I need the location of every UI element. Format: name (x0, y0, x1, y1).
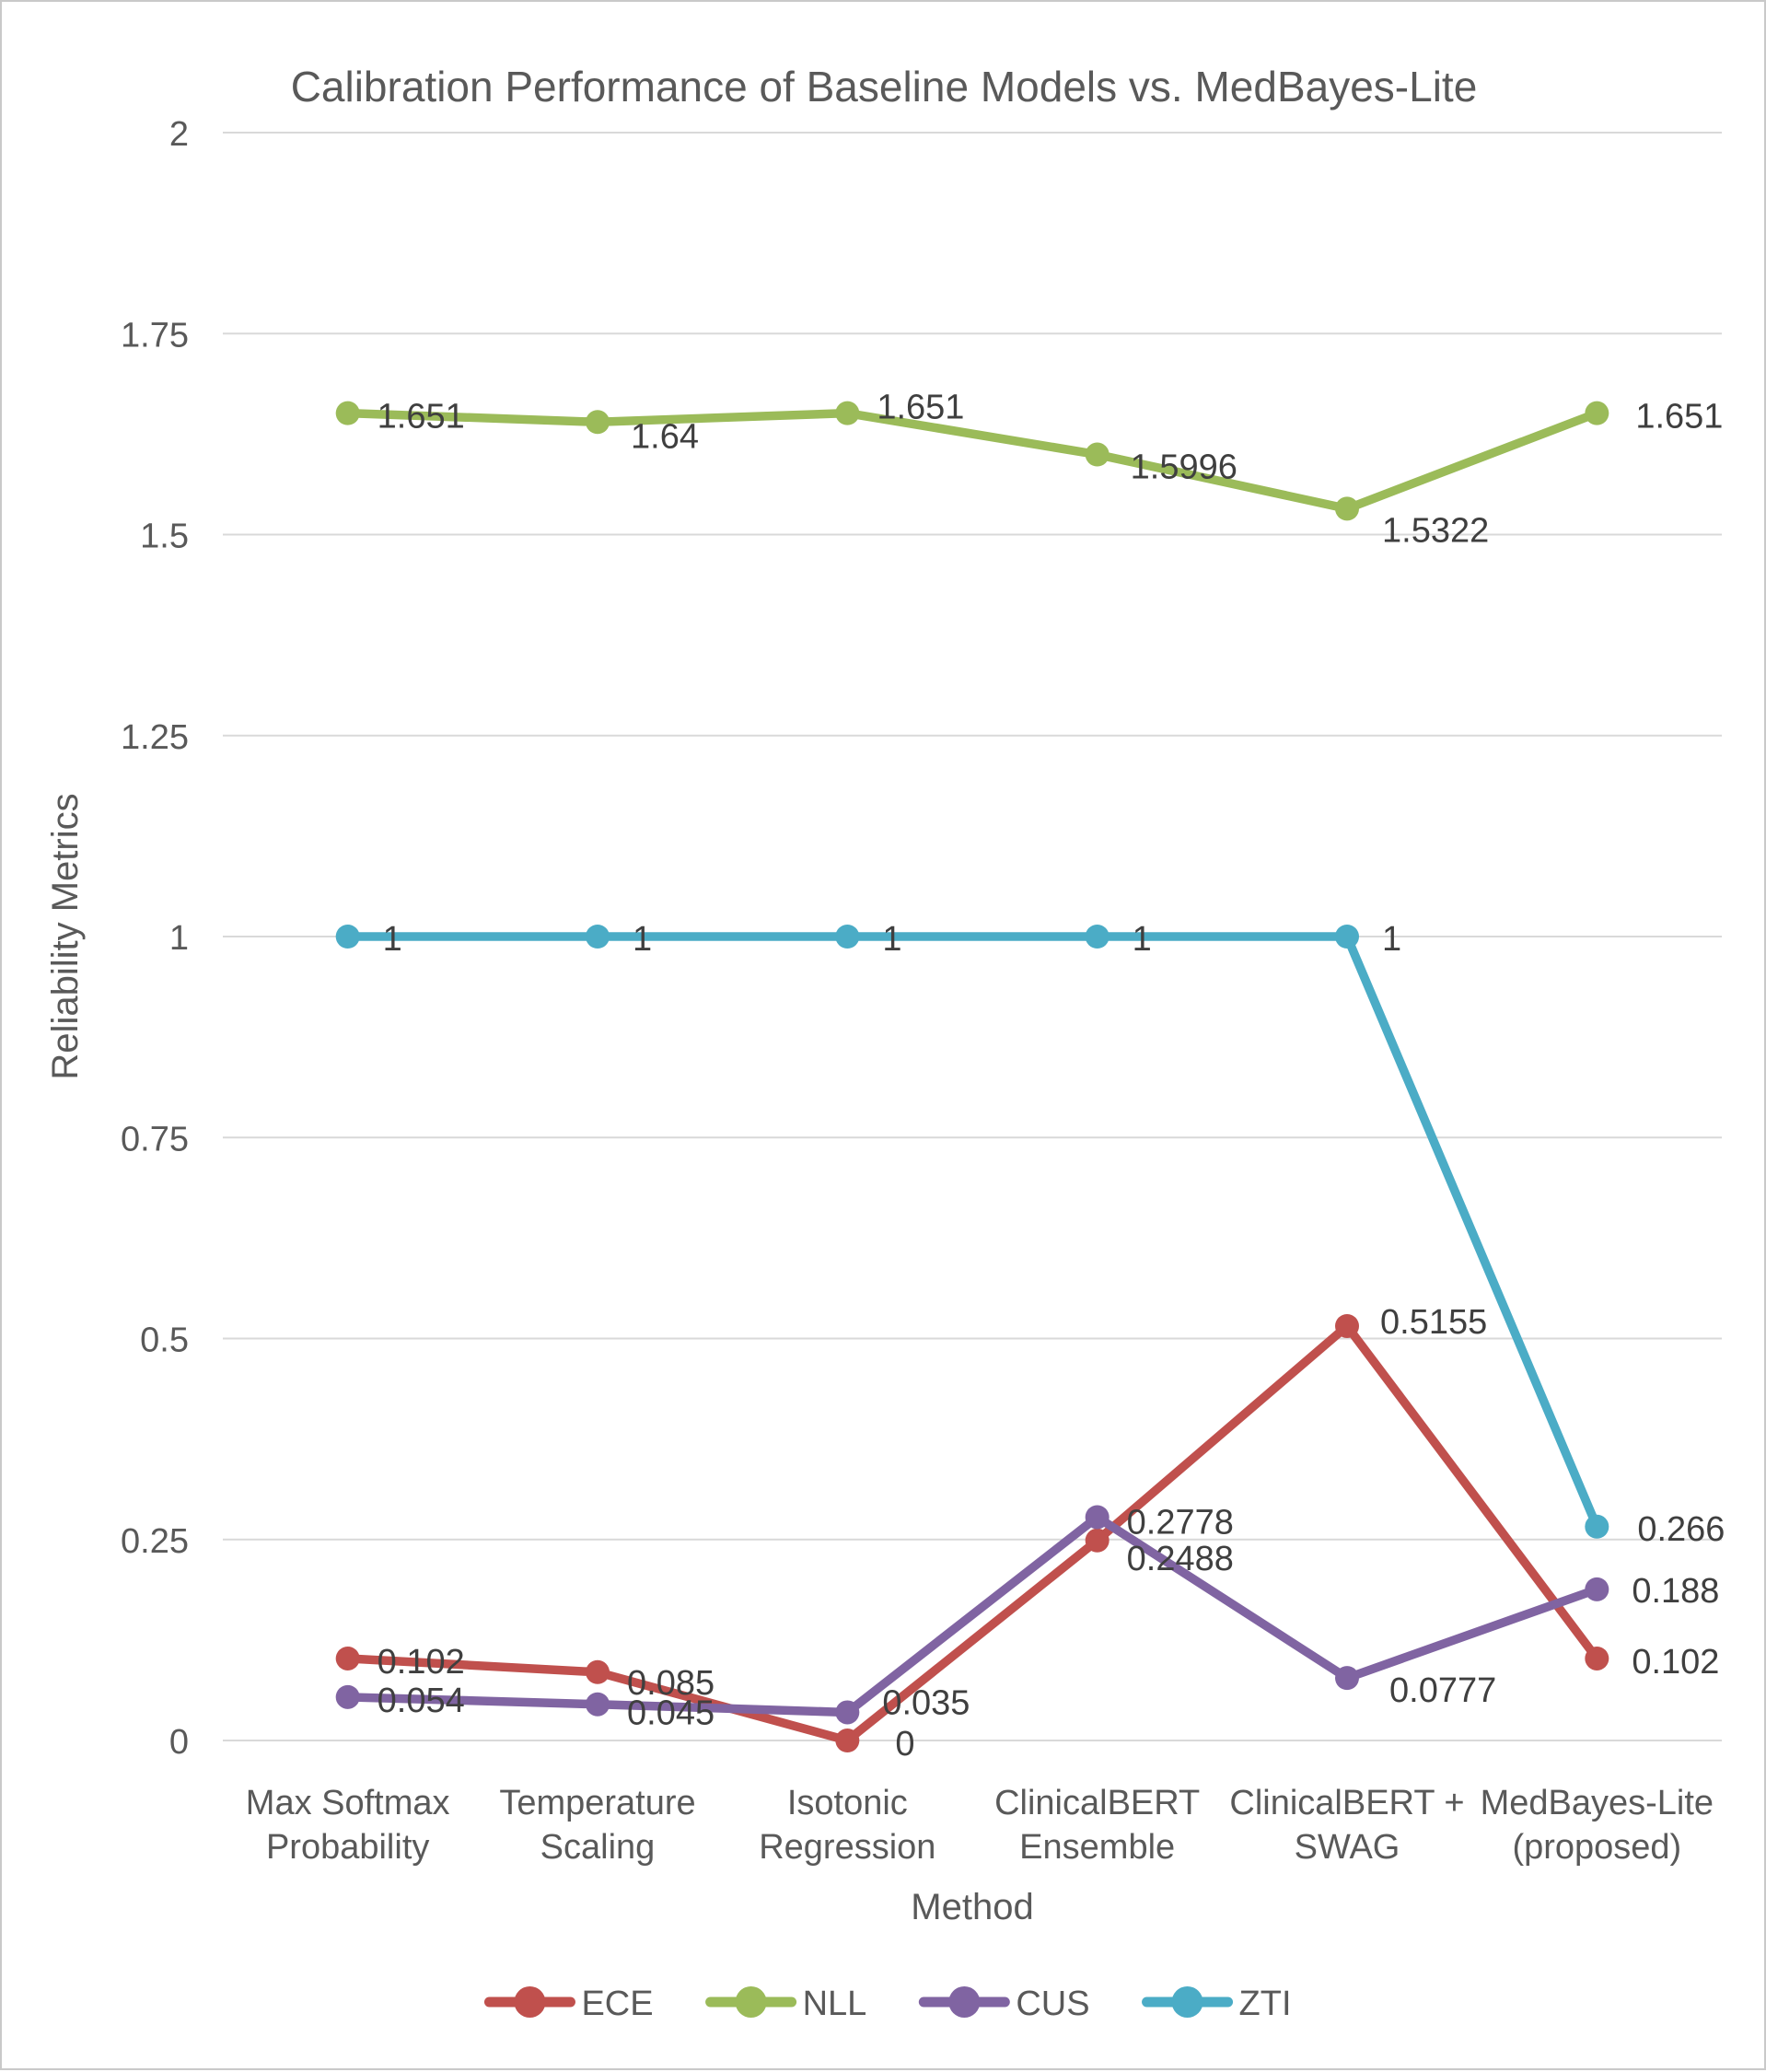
legend-item-NLL (711, 1985, 867, 2023)
data-point-ZTI (835, 925, 859, 949)
data-point-NLL (1335, 496, 1359, 520)
data-point-ECE (336, 1647, 360, 1670)
data-label-ZTI: 1 (1132, 920, 1152, 959)
data-point-ECE (1086, 1529, 1110, 1553)
x-tick-label: MedBayes-Lite (proposed) (1480, 1784, 1714, 1867)
data-point-NLL (835, 402, 859, 425)
data-point-ZTI (1335, 925, 1359, 949)
data-label-ECE: 0.085 (627, 1663, 715, 1703)
y-tick-label: 0.75 (121, 1120, 189, 1159)
data-label-CUS: 0.2778 (1126, 1503, 1234, 1542)
series-line-NLL (348, 413, 1598, 509)
data-label-ECE: 0.2488 (1126, 1539, 1234, 1578)
data-point-ZTI (336, 925, 360, 949)
y-tick-label: 1.5 (140, 517, 189, 556)
series-ZTI (336, 925, 1609, 1539)
data-point-NLL (336, 402, 360, 425)
data-point-ZTI (1585, 1515, 1609, 1539)
legend-label-ZTI: ZTI (1238, 1985, 1292, 2023)
data-label-ZTI: 1 (1382, 920, 1402, 959)
data-point-CUS (1335, 1666, 1359, 1690)
data-point-ECE (1335, 1314, 1359, 1338)
y-tick-label: 1.25 (121, 717, 189, 757)
x-tick-label: Max Softmax Probability (245, 1784, 450, 1867)
legend-item-CUS (924, 1985, 1089, 2023)
data-label-ECE: 0.102 (1632, 1642, 1720, 1682)
legend-item-ZTI (1147, 1985, 1292, 2023)
data-label-NLL: 1.5996 (1130, 448, 1237, 487)
legend-marker-dot-ECE (514, 1986, 545, 2018)
legend-item-ECE (489, 1985, 653, 2023)
series-lines (336, 402, 1609, 1752)
legend (489, 1985, 1291, 2023)
data-point-CUS (1585, 1577, 1609, 1601)
data-point-NLL (1585, 402, 1609, 425)
data-label-ECE: 0.102 (377, 1642, 465, 1682)
data-label-NLL: 1.651 (1635, 397, 1724, 437)
data-point-CUS (336, 1685, 360, 1709)
x-tick-label: ClinicalBERT Ensemble (994, 1784, 1201, 1867)
data-label-CUS: 0.035 (882, 1683, 970, 1723)
series-line-ZTI (348, 937, 1598, 1527)
y-tick-label: 0.5 (140, 1321, 189, 1360)
data-point-CUS (586, 1693, 610, 1717)
legend-marker-dot-NLL (736, 1986, 767, 2018)
x-tick-label: Isotonic Regression (759, 1784, 936, 1867)
y-tick-label: 2 (168, 115, 189, 154)
data-label-ECE: 0 (895, 1725, 915, 1764)
data-label-CUS: 0.188 (1632, 1571, 1720, 1611)
data-point-CUS (835, 1700, 859, 1724)
data-label-NLL: 1.5322 (1382, 511, 1490, 551)
data-point-NLL (586, 410, 610, 434)
data-point-ECE (1585, 1647, 1609, 1670)
data-label-CUS: 0.045 (627, 1694, 715, 1733)
data-point-ZTI (1086, 925, 1110, 949)
y-tick-label: 1.75 (121, 316, 189, 355)
series-NLL (336, 402, 1609, 521)
data-label-CUS: 0.054 (377, 1681, 465, 1720)
data-point-ECE (586, 1660, 610, 1684)
data-point-ECE (835, 1729, 859, 1752)
data-label-ZTI: 1 (882, 920, 902, 959)
legend-label-CUS: CUS (1016, 1985, 1090, 2023)
legend-marker-dot-CUS (948, 1986, 980, 2018)
data-point-CUS (1086, 1505, 1110, 1529)
y-tick-label: 0 (168, 1723, 189, 1762)
y-axis-tick-labels (121, 115, 189, 1762)
data-label-ZTI: 0.266 (1637, 1509, 1725, 1549)
chart-title: Calibration Performance of Baseline Models vs. MedBayes-Lite (290, 63, 1478, 111)
x-axis-category-labels (246, 1784, 1714, 1867)
data-label-NLL: 1.64 (631, 417, 699, 457)
legend-label-ECE: ECE (581, 1985, 654, 2023)
data-label-NLL: 1.651 (877, 388, 965, 427)
x-tick-label: ClinicalBERT + SWAG (1229, 1784, 1465, 1867)
data-label-ZTI: 1 (633, 920, 653, 959)
y-tick-label: 0.25 (121, 1521, 189, 1561)
x-axis-title: Method (911, 1887, 1034, 1927)
data-point-NLL (1086, 443, 1110, 467)
data-label-NLL: 1.651 (377, 397, 465, 437)
data-label-ZTI: 1 (382, 920, 402, 959)
data-label-CUS: 0.0777 (1389, 1671, 1497, 1711)
y-tick-label: 1 (168, 919, 189, 958)
legend-marker-dot-ZTI (1172, 1986, 1203, 2018)
data-label-ECE: 0.5155 (1380, 1302, 1488, 1342)
y-axis-title: Reliability Metrics (45, 793, 86, 1080)
calibration-line-chart (2, 2, 1766, 2072)
x-tick-label: Temperature Scaling (499, 1784, 696, 1867)
data-point-ZTI (586, 925, 610, 949)
legend-label-NLL: NLL (802, 1985, 867, 2023)
